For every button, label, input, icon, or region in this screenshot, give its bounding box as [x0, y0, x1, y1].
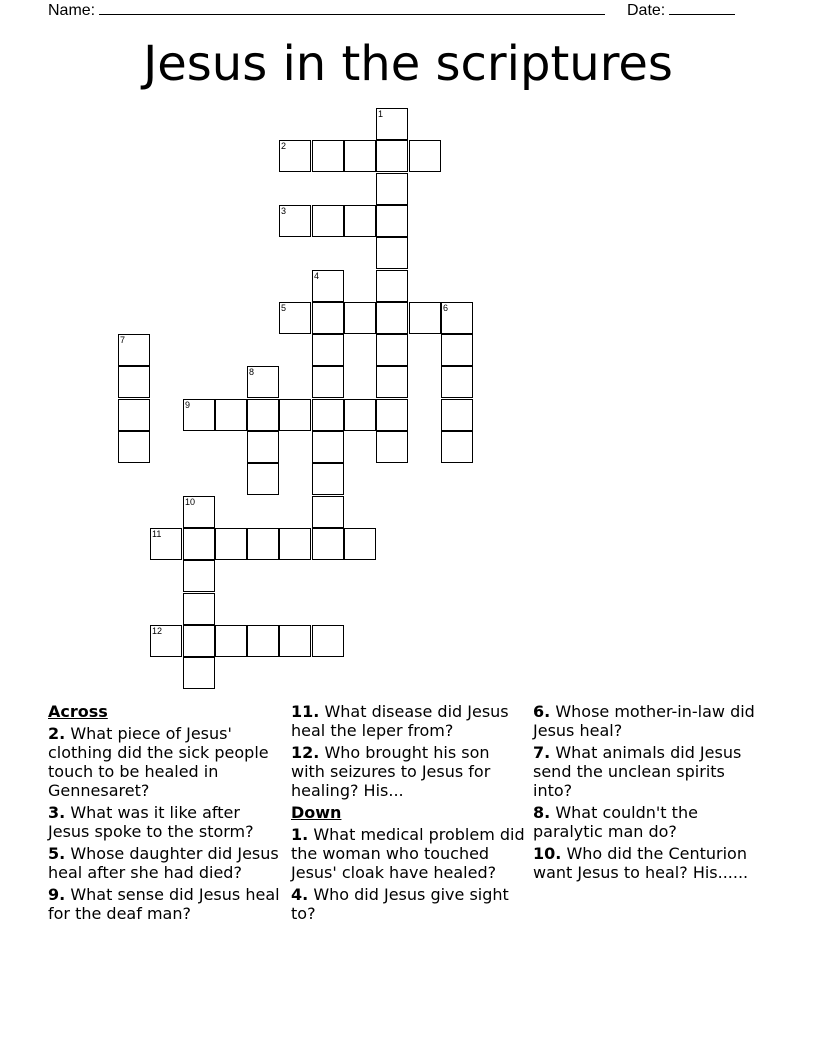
crossword-cell[interactable]	[247, 366, 279, 398]
crossword-cell[interactable]	[344, 302, 376, 334]
crossword-cell[interactable]	[376, 431, 408, 463]
clue-text: What couldn't the paralytic man do?	[533, 803, 698, 841]
clue-text: What was it like after Jesus spoke to the storm?	[48, 803, 254, 841]
crossword-cell[interactable]	[118, 399, 150, 431]
clue-text: What piece of Jesus' clothing did the sick people touch to be healed in Gennesaret?	[48, 724, 269, 800]
page-title: Jesus in the scriptures	[143, 36, 673, 92]
crossword-cell[interactable]	[376, 399, 408, 431]
crossword-cell[interactable]	[441, 399, 473, 431]
crossword-cell[interactable]	[279, 625, 311, 657]
crossword-cell[interactable]	[312, 366, 344, 398]
crossword-cell[interactable]	[344, 205, 376, 237]
clue-number: 11.	[291, 702, 320, 721]
cell-number: 10	[185, 497, 196, 507]
crossword-cell[interactable]	[376, 334, 408, 366]
crossword-cell[interactable]	[118, 431, 150, 463]
clue-text: Who brought his son with seizures to Jesus for healing? His...	[291, 743, 491, 800]
date-label: Date:	[627, 2, 666, 19]
crossword-cell[interactable]	[183, 496, 215, 528]
crossword-cell[interactable]	[376, 270, 408, 302]
clue-across-9	[48, 885, 284, 923]
clue-down-6	[533, 702, 769, 740]
clue-number: 3.	[48, 803, 66, 822]
crossword-cell[interactable]	[215, 625, 247, 657]
clue-down-8	[533, 803, 769, 841]
crossword-cell[interactable]	[183, 657, 215, 689]
crossword-cell[interactable]	[441, 366, 473, 398]
crossword-cell[interactable]	[150, 528, 182, 560]
crossword-cell[interactable]	[279, 302, 311, 334]
clue-number: 9.	[48, 885, 66, 904]
crossword-cell[interactable]	[279, 399, 311, 431]
crossword-cell[interactable]	[279, 205, 311, 237]
cell-number: 12	[152, 626, 163, 636]
crossword-cell[interactable]	[441, 302, 473, 334]
cell-number: 3	[281, 206, 287, 216]
crossword-cell[interactable]	[312, 625, 344, 657]
clue-column-2	[291, 702, 527, 926]
clue-column-3	[533, 702, 769, 885]
crossword-cell[interactable]	[183, 560, 215, 592]
crossword-cell[interactable]	[441, 431, 473, 463]
clue-text: What disease did Jesus heal the leper from?	[291, 702, 509, 740]
crossword-cell[interactable]	[247, 528, 279, 560]
cell-number: 5	[281, 303, 287, 313]
crossword-cell[interactable]	[215, 399, 247, 431]
cell-number: 11	[152, 529, 162, 539]
clue-text: Whose daughter did Jesus heal after she had died?	[48, 844, 279, 882]
crossword-cell[interactable]	[376, 302, 408, 334]
crossword-cell[interactable]	[312, 431, 344, 463]
crossword-cell[interactable]	[312, 463, 344, 495]
crossword-cell[interactable]	[376, 366, 408, 398]
crossword-cell[interactable]	[183, 528, 215, 560]
clue-text: What medical problem did the woman who touched Jesus' cloak have healed?	[291, 825, 525, 882]
clue-down-10	[533, 844, 769, 882]
cell-number: 4	[314, 271, 320, 281]
clue-text: Who did Jesus give sight to?	[291, 885, 509, 923]
crossword-cell[interactable]	[247, 625, 279, 657]
crossword-cell[interactable]	[312, 140, 344, 172]
crossword-cell[interactable]	[344, 528, 376, 560]
cell-number: 7	[120, 335, 126, 345]
crossword-cell[interactable]	[312, 270, 344, 302]
crossword-cell[interactable]	[312, 528, 344, 560]
cell-number: 9	[185, 400, 191, 410]
crossword-cell[interactable]	[118, 366, 150, 398]
clue-across-12	[291, 743, 527, 800]
crossword-cell[interactable]	[376, 173, 408, 205]
clue-text: Who did the Centurion want Jesus to heal? His......	[533, 844, 749, 882]
crossword-cell[interactable]	[376, 108, 408, 140]
cell-number: 8	[249, 367, 255, 377]
crossword-cell[interactable]	[312, 302, 344, 334]
clue-down-1	[291, 825, 527, 882]
crossword-cell[interactable]	[247, 431, 279, 463]
clue-number: 5.	[48, 844, 66, 863]
crossword-cell[interactable]	[376, 237, 408, 269]
cell-number: 6	[443, 303, 449, 313]
clue-down-4	[291, 885, 527, 923]
clue-number: 2.	[48, 724, 66, 743]
cell-number: 1	[378, 109, 384, 119]
crossword-cell[interactable]	[118, 334, 150, 366]
clue-number: 7.	[533, 743, 551, 762]
clue-across-3	[48, 803, 284, 841]
crossword-cell[interactable]	[183, 593, 215, 625]
crossword-cell[interactable]	[247, 399, 279, 431]
clue-column-1	[48, 702, 284, 926]
crossword-cell[interactable]	[376, 205, 408, 237]
name-label: Name:	[48, 2, 96, 19]
clue-number: 1.	[291, 825, 309, 844]
clue-number: 8.	[533, 803, 551, 822]
crossword-cell[interactable]	[376, 140, 408, 172]
clue-text: What sense did Jesus heal for the deaf man?	[48, 885, 280, 923]
crossword-cell[interactable]	[150, 625, 182, 657]
crossword-cell[interactable]	[279, 140, 311, 172]
clue-across-2	[48, 724, 284, 800]
crossword-cell[interactable]	[312, 205, 344, 237]
crossword-cell[interactable]	[441, 334, 473, 366]
clue-down-7	[533, 743, 769, 800]
clue-number: 12.	[291, 743, 320, 762]
crossword-cell[interactable]	[312, 399, 344, 431]
crossword-cell[interactable]	[183, 625, 215, 657]
crossword-cell[interactable]	[215, 528, 247, 560]
clue-text: What animals did Jesus send the unclean spirits into?	[533, 743, 742, 800]
clue-across-11	[291, 702, 527, 740]
crossword-cell[interactable]	[344, 399, 376, 431]
clue-across-5	[48, 844, 284, 882]
clue-number: 6.	[533, 702, 551, 721]
crossword-cell[interactable]	[279, 528, 311, 560]
clue-number: 4.	[291, 885, 309, 904]
crossword-cell[interactable]	[312, 496, 344, 528]
cell-number: 2	[281, 141, 287, 151]
crossword-cell[interactable]	[409, 140, 441, 172]
clue-number: 10.	[533, 844, 562, 863]
crossword-cell[interactable]	[344, 140, 376, 172]
across-heading: Across	[48, 702, 108, 721]
down-heading: Down	[291, 803, 342, 822]
crossword-cell[interactable]	[247, 463, 279, 495]
crossword-cell[interactable]	[312, 334, 344, 366]
crossword-cell[interactable]	[183, 399, 215, 431]
crossword-cell[interactable]	[409, 302, 441, 334]
clue-text: Whose mother-in-law did Jesus heal?	[533, 702, 755, 740]
